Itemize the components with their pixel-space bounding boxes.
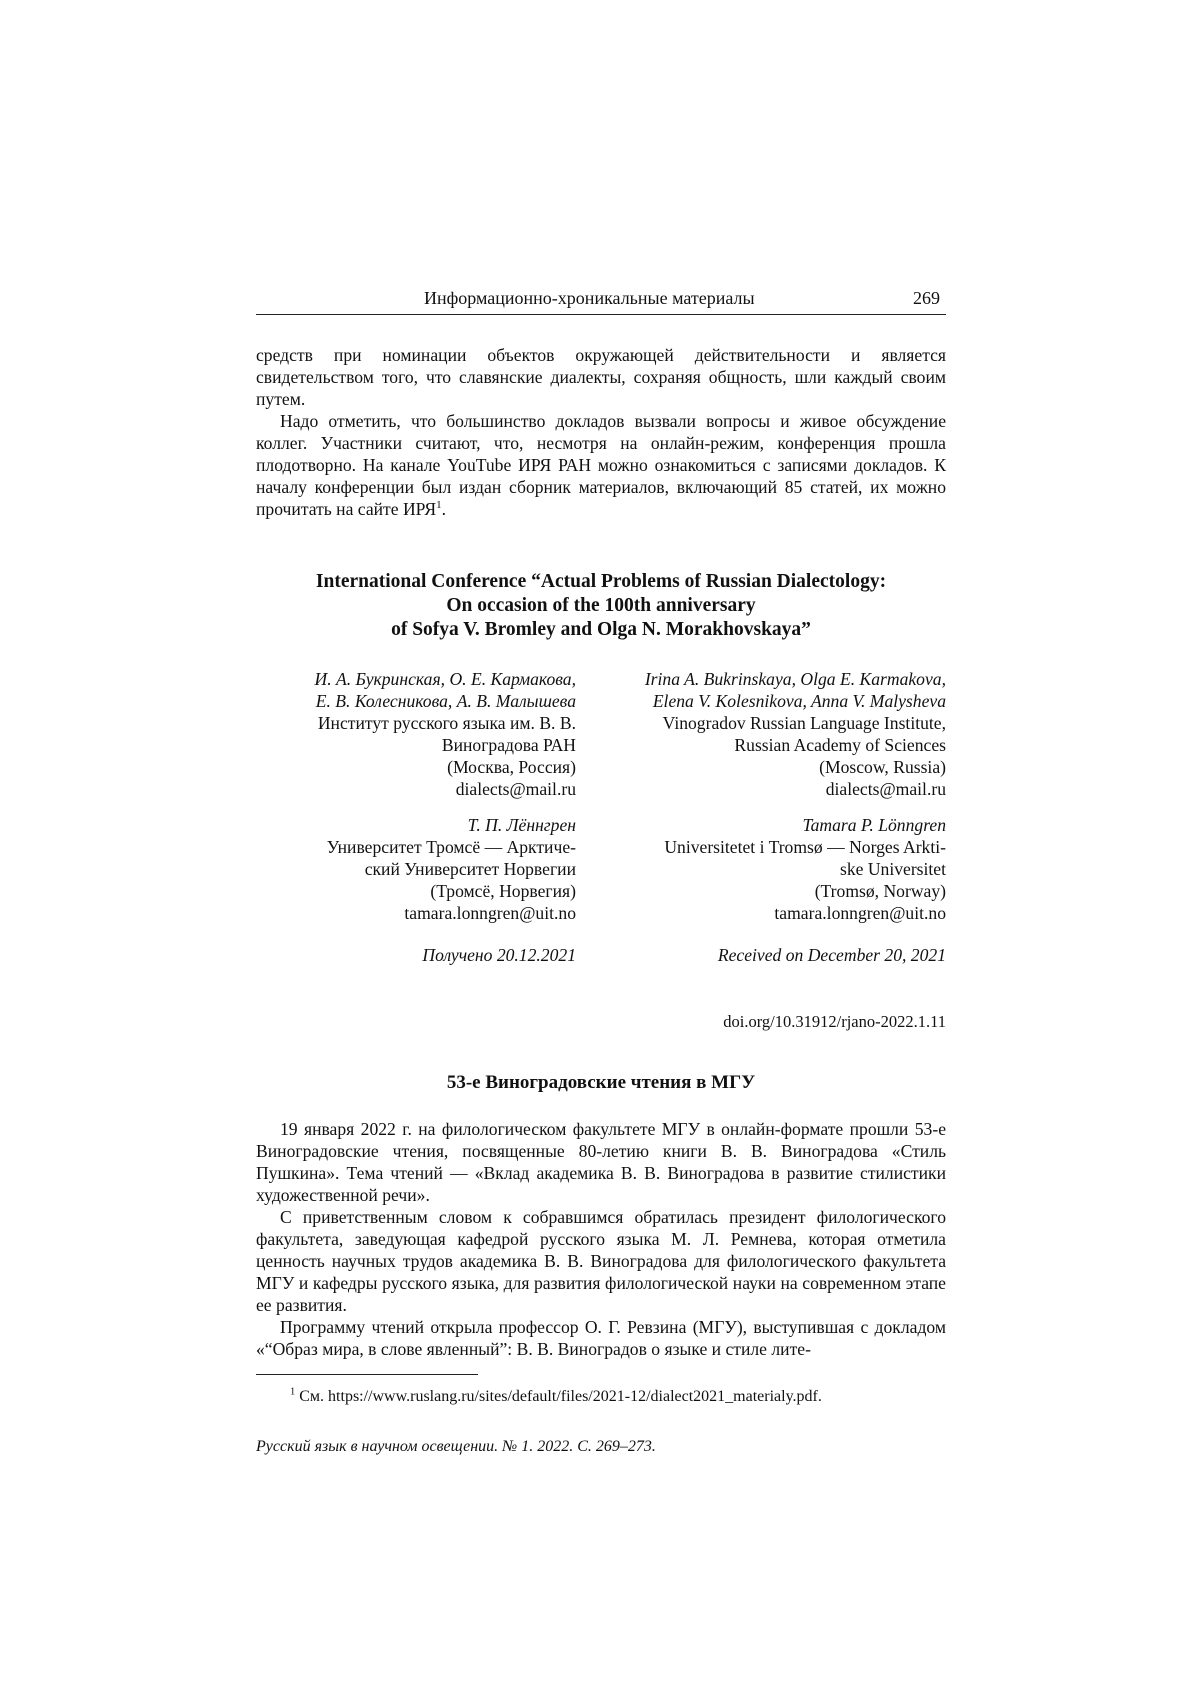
location-ru: (Москва, Россия) bbox=[447, 757, 576, 777]
location-en: (Moscow, Russia) bbox=[819, 757, 946, 777]
section-body bbox=[256, 1118, 946, 1360]
intro-paragraph-2 bbox=[256, 410, 946, 520]
author-name-en-3: Tamara P. Lönngren bbox=[802, 815, 946, 835]
institution-ru-2: Виноградова РАН bbox=[441, 735, 576, 755]
author-names-en-1: Irina A. Bukrinskaya, Olga E. Karmakova, bbox=[644, 669, 946, 689]
running-head bbox=[256, 286, 946, 315]
email-ru: dialects@mail.ru bbox=[455, 779, 576, 799]
footnote-divider bbox=[256, 1374, 478, 1375]
doi-link: doi.org/10.31912/rjano-2022.1.11 bbox=[723, 1012, 946, 1031]
conference-title-line-2: On occasion of the 100th anniversary bbox=[446, 595, 756, 616]
email-en-3: tamara.lonngren@uit.no bbox=[774, 903, 946, 923]
section-paragraph-2: С приветственным словом к собравшимся обратилась президент филологического факультета, заведующая кафедрой русского языка М. Л. Ремнева, которая отметила ценность научных трудов академика В. В. Виноградова для филологического факультета МГУ и кафедры русского языка, для развития филологической науки на современном этапе ее развития. bbox=[256, 1207, 946, 1315]
section-title: 53-е Виноградовские чтения в МГУ bbox=[446, 1072, 756, 1093]
intro-paragraph-2-end: . bbox=[441, 499, 446, 519]
location-ru-3: (Тромсё, Норвегия) bbox=[430, 881, 576, 901]
intro-paragraph-1: средств при номинации объектов окружающей действительности и является свидетельством того, что славянские диалекты, сохраняя общность, шли каждый своим путем. bbox=[256, 345, 946, 409]
footnote-mark: 1 bbox=[436, 499, 442, 512]
conference-title-line-3: of Sofya V. Bromley and Olga N. Morakhovskaya” bbox=[391, 619, 811, 640]
institution-en-3b: ske Universitet bbox=[839, 859, 946, 879]
institution-ru-1: Институт русского языка им. В. В. bbox=[317, 713, 576, 733]
journal-citation: Русский язык в научном освещении. № 1. 2022. С. 269–273. bbox=[256, 1438, 656, 1455]
author-names-en-2: Elena V. Kolesnikova, Anna V. Malysheva bbox=[652, 691, 946, 711]
institution-en-1: Vinogradov Russian Language Institute, bbox=[662, 713, 946, 733]
intro-text bbox=[256, 344, 946, 520]
author-name-ru-3: Т. П. Лённгрен bbox=[467, 815, 576, 835]
page-number: 269 bbox=[913, 288, 940, 308]
email-en: dialects@mail.ru bbox=[825, 779, 946, 799]
institution-en-2: Russian Academy of Sciences bbox=[734, 735, 946, 755]
footnote bbox=[290, 1388, 822, 1406]
institution-ru-3a: Университет Тромсё — Арктиче- bbox=[326, 837, 576, 857]
institution-en-3a: Universitetet i Tromsø — Norges Arkti- bbox=[664, 837, 946, 857]
received-date-en: Received on December 20, 2021 bbox=[717, 945, 946, 965]
footnote-number: 1 bbox=[290, 1386, 296, 1398]
email-ru-3: tamara.lonngren@uit.no bbox=[404, 903, 576, 923]
section-paragraph-1: 19 января 2022 г. на филологическом факультете МГУ в онлайн-формате прошли 53-е Виноградовские чтения, посвященные 80-летию книги В. В. Виноградова «Стиль Пушкина». Тема чтений — «Вклад академика В. В. Виноградова в развитие стилистики художественной речи». bbox=[256, 1119, 946, 1205]
author-names-ru-2: Е. В. Колесникова, А. В. Малышева bbox=[315, 691, 576, 711]
authors-russian bbox=[286, 668, 576, 966]
footnote-text: См. https://www.ruslang.ru/sites/default/files/2021-12/dialect2021_materialy.pdf. bbox=[299, 1388, 822, 1405]
institution-ru-3b: ский Университет Норвегии bbox=[364, 859, 576, 879]
author-names-ru-1: И. А. Букринская, О. Е. Кармакова, bbox=[314, 669, 576, 689]
conference-title bbox=[256, 570, 946, 642]
running-head-title: Информационно-хроникальные материалы bbox=[424, 288, 755, 308]
received-date-ru: Получено 20.12.2021 bbox=[422, 945, 576, 965]
intro-paragraph-2-text: Надо отметить, что большинство докладов вызвали вопросы и живое обсуждение коллег. Участники считают, что, несмотря на онлайн-режим, конференция прошла плодотворно. На канале YouTube ИРЯ РАН можно ознакомиться с записями докладов. К началу конференции был издан сборник материалов, включающий 85 статей, их можно прочитать на сайте ИРЯ bbox=[256, 411, 946, 519]
location-en-3: (Tromsø, Norway) bbox=[814, 881, 946, 901]
section-paragraph-3: Программу чтений открыла профессор О. Г. Ревзина (МГУ), выступившая с докладом «“Образ мира, в слове явленный”: В. В. Виноградов о языке и стиле лите- bbox=[256, 1317, 946, 1359]
authors-english bbox=[626, 668, 946, 966]
conference-title-line-1: International Conference “Actual Problems of Russian Dialectology: bbox=[315, 571, 887, 592]
